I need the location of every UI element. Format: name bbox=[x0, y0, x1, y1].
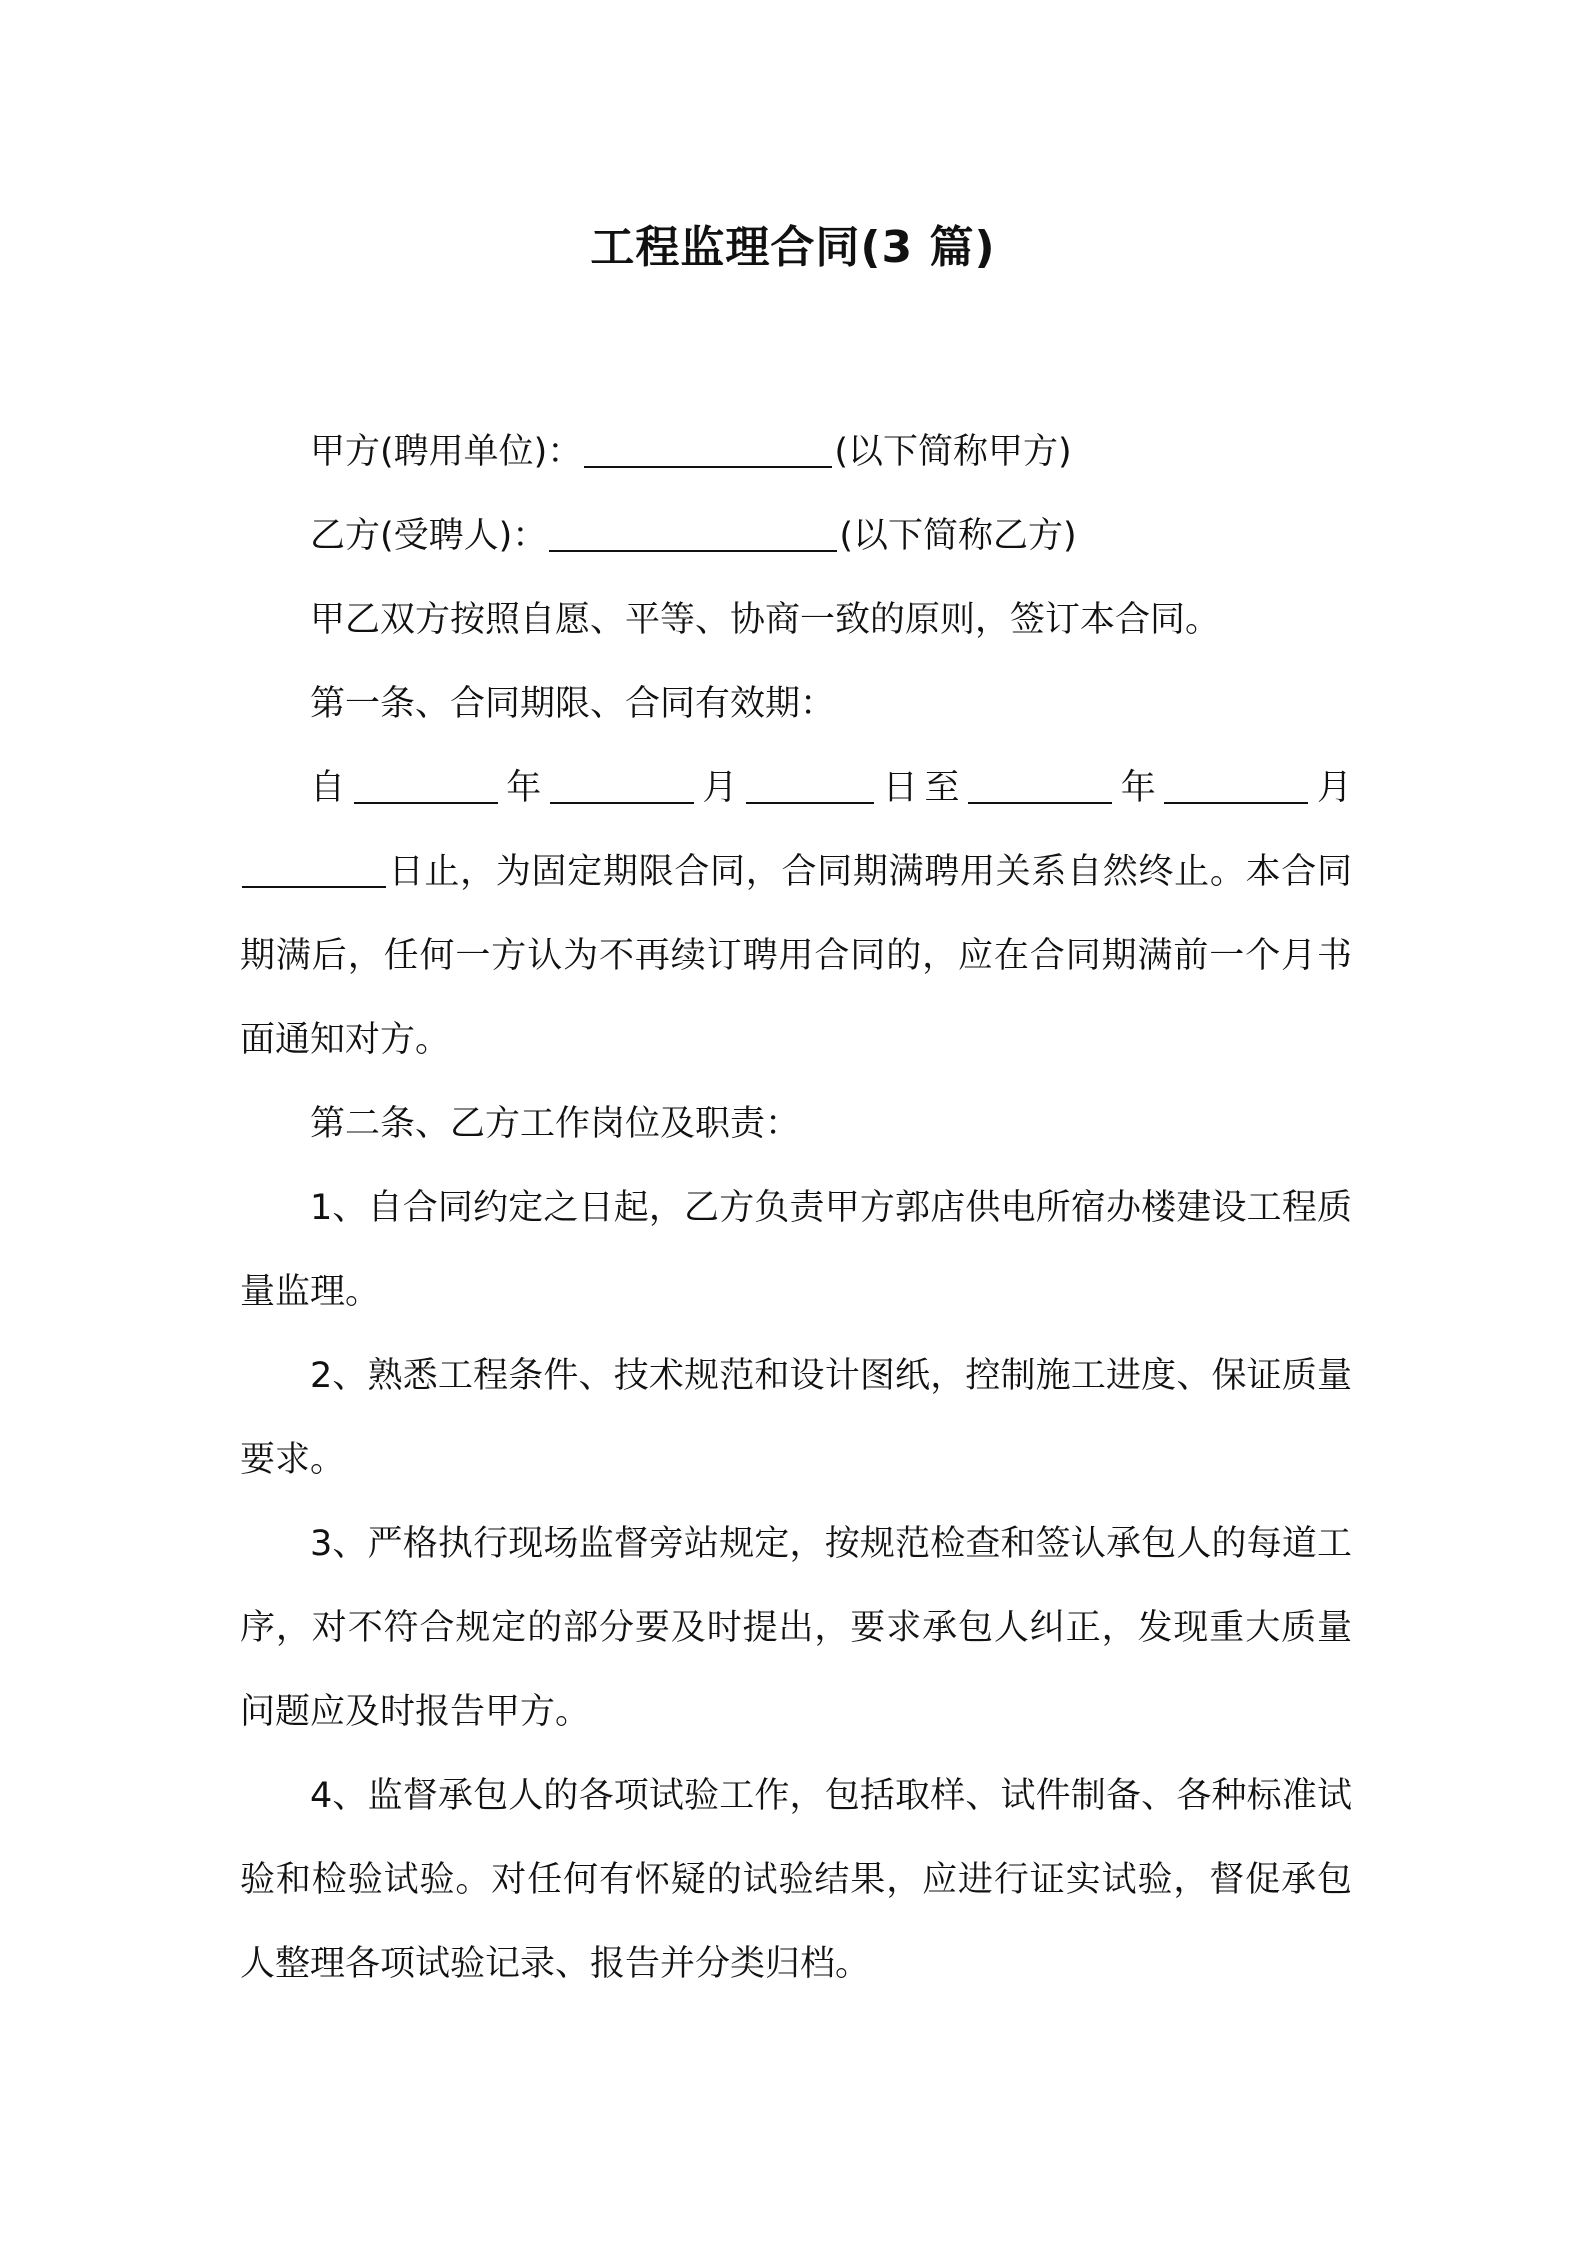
term-year-1: 年 bbox=[499, 768, 548, 808]
article1-term-paragraph bbox=[240, 746, 1352, 1082]
article1-heading: 第一条、合同期限、合同有效期： bbox=[310, 684, 836, 724]
start-day-blank bbox=[746, 767, 874, 804]
term-year-2: 年 bbox=[1114, 768, 1163, 808]
article2-item-4: 4、监督承包人的各项试验工作，包括取样、试件制备、各种标准试验和检验试验。对任何有怀疑的试验结果，应进行证实试验，督促承包人整理各项试验记录、报告并分类归档。 bbox=[240, 1776, 1352, 1984]
article2-item-3: 3、严格执行现场监督旁站规定，按规范检查和签认承包人的每道工序，对不符合规定的部分要及时提出，要求承包人纠正，发现重大质量问题应及时报告甲方。 bbox=[240, 1524, 1352, 1732]
term-rest: 日止，为固定期限合同，合同期满聘用关系自然终止。本合同期满后，任何一方认为不再续订聘用合同的，应在合同期满前一个月书面通知对方。 bbox=[240, 852, 1352, 1060]
end-year-blank bbox=[968, 767, 1112, 804]
party-a-label: 甲方(聘用单位)： bbox=[310, 432, 583, 472]
party-b-label: 乙方(受聘人)： bbox=[310, 516, 548, 556]
document-title: 工程监理合同(3 篇) bbox=[590, 222, 996, 273]
document-body bbox=[240, 410, 1352, 2006]
party-b-blank bbox=[549, 515, 837, 552]
party-a-suffix: (以下简称甲方) bbox=[834, 432, 1072, 472]
end-month-blank bbox=[1164, 767, 1308, 804]
start-month-blank bbox=[550, 767, 694, 804]
article2-heading: 第二条、乙方工作岗位及职责： bbox=[310, 1104, 801, 1144]
party-b-suffix: (以下简称乙方) bbox=[839, 516, 1077, 556]
party-a-line bbox=[240, 410, 1352, 494]
term-to: 至 bbox=[924, 768, 967, 808]
end-day-blank bbox=[242, 851, 386, 888]
article2-item-1: 1、自合同约定之日起，乙方负责甲方郭店供电所宿办楼建设工程质量监理。 bbox=[240, 1188, 1352, 1312]
start-year-blank bbox=[354, 767, 498, 804]
party-a-blank bbox=[584, 431, 832, 468]
intro-paragraph: 甲乙双方按照自愿、平等、协商一致的原则，签订本合同。 bbox=[310, 600, 1221, 640]
term-month-1: 月 bbox=[695, 768, 745, 808]
term-day-1: 日 bbox=[876, 768, 925, 808]
party-b-line bbox=[240, 494, 1352, 578]
term-from: 自 bbox=[310, 768, 352, 808]
article2-item-2: 2、熟悉工程条件、技术规范和设计图纸，控制施工进度、保证质量要求。 bbox=[240, 1356, 1352, 1480]
term-month-2: 月 bbox=[1310, 768, 1352, 808]
